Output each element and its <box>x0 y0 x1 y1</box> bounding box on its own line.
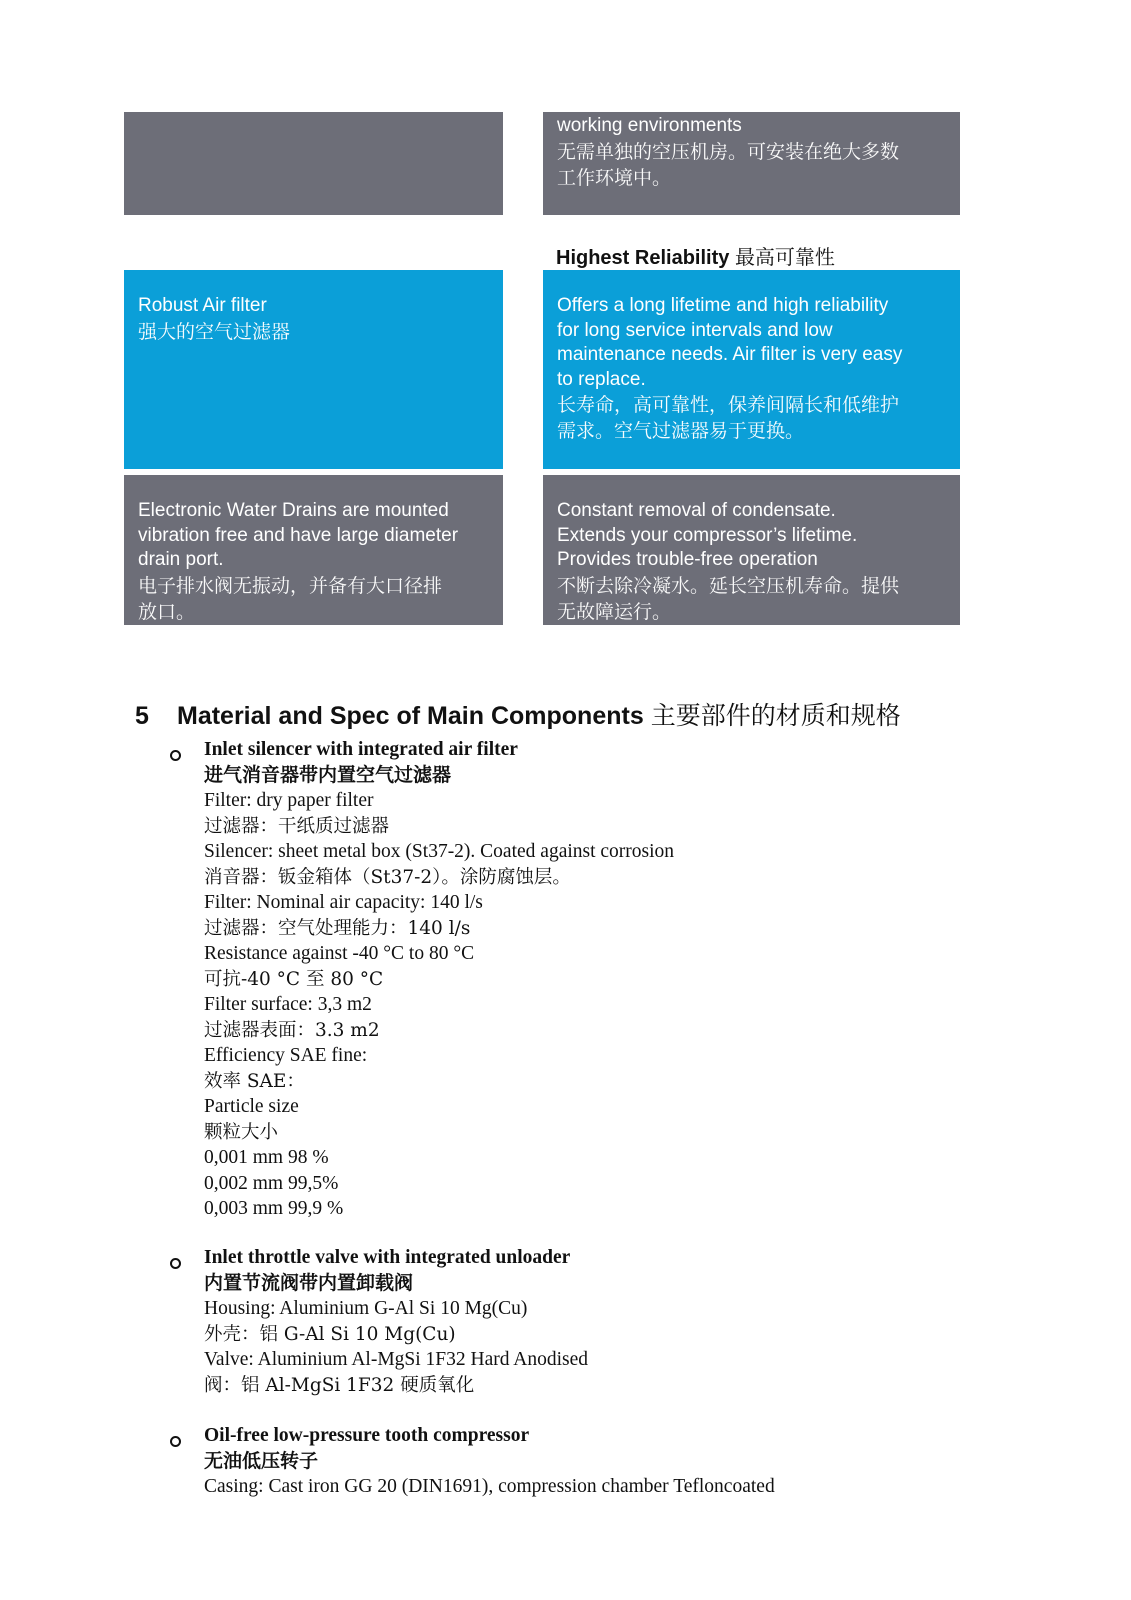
component-title-cn: 进气消音器带内置空气过滤器 <box>204 763 452 786</box>
spec-line: Filter surface: 3,3 m2 <box>204 994 372 1015</box>
spec-line: Housing: Aluminium G-Al Si 10 Mg(Cu) <box>204 1298 528 1319</box>
spec-line: 0,003 mm 99,9 % <box>204 1198 344 1219</box>
spec-line: 消音器：钣金箱体（St37-2）。涂防腐蚀层。 <box>204 866 571 888</box>
component-tooth-compressor <box>204 1423 775 1500</box>
component-inlet-throttle-valve <box>204 1245 588 1398</box>
spec-line: 0,002 mm 99,5% <box>204 1172 339 1194</box>
reliability-heading-en: Highest Reliability <box>556 247 730 269</box>
spec-line: Casing: Cast iron GG 20 (DIN1691), compression chamber Tefloncoated <box>204 1476 775 1497</box>
component-title-cn: 无油低压转子 <box>204 1449 319 1472</box>
feature-box-top-left <box>124 112 503 215</box>
feature-text-en: drain port. <box>138 549 224 570</box>
feature-text-en: Provides trouble-free operation <box>557 549 818 570</box>
bullet-icon <box>170 750 181 761</box>
component-title-cn: 内置节流阀带内置卸载阀 <box>204 1271 414 1294</box>
spec-line: Efficiency SAE fine: <box>204 1045 368 1066</box>
spec-line: 可抗-40 °C 至 80 °C <box>204 968 384 990</box>
feature-text-en: vibration free and have large diameter <box>138 524 459 546</box>
feature-text-cn: 工作环境中。 <box>557 166 672 189</box>
feature-text-cn: 无需单独的空压机房。可安装在绝大多数 <box>557 140 900 163</box>
bullet-icon <box>170 1258 181 1269</box>
feature-text-en: working environments <box>557 115 742 136</box>
spec-line: 0,001 mm 98 % <box>204 1147 329 1168</box>
section-title <box>135 696 901 732</box>
spec-line: 效率 SAE： <box>204 1070 305 1092</box>
section-title-cn: 主要部件的材质和规格 <box>650 701 901 730</box>
component-title: Inlet throttle valve with integrated unloader <box>204 1247 571 1268</box>
spec-line: 过滤器：空气处理能力：140 l/s <box>204 917 471 939</box>
feature-text-en: Constant removal of condensate. <box>557 500 836 521</box>
spec-line: Silencer: sheet metal box (St37-2). Coated against corrosion <box>204 841 675 862</box>
feature-text-cn: 需求。空气过滤器易于更换。 <box>557 420 805 442</box>
feature-box-drain-right <box>543 475 960 625</box>
bullet-icon <box>170 1436 181 1447</box>
feature-text-cn: 电子排水阀无振动，并备有大口径排 <box>138 574 443 597</box>
feature-text-en: maintenance needs. Air filter is very easy <box>557 344 903 365</box>
spec-line: 颗粒大小 <box>204 1121 279 1143</box>
component-inlet-silencer <box>204 737 674 1222</box>
reliability-heading-cn: 最高可靠性 <box>734 245 835 269</box>
section-number: 5 <box>135 702 149 730</box>
feature-text-cn: 不断去除冷凝水。延长空压机寿命。提供 <box>557 574 900 597</box>
feature-box-filter-right <box>543 270 960 469</box>
spec-line: Filter: Nominal air capacity: 140 l/s <box>204 892 483 913</box>
section-title-en: Material and Spec of Main Components <box>177 702 644 730</box>
feature-text-cn: 强大的空气过滤器 <box>138 320 291 343</box>
feature-box-drain-left <box>124 475 503 625</box>
feature-text-en: Extends your compressor’s lifetime. <box>557 524 858 546</box>
spec-line: Filter: dry paper filter <box>204 790 374 811</box>
spec-line: 过滤器：干纸质过滤器 <box>204 815 390 837</box>
feature-text-en: Offers a long lifetime and high reliability <box>557 295 889 316</box>
spec-line: 过滤器表面：3.3 m2 <box>204 1019 380 1041</box>
feature-text-en: Electronic Water Drains are mounted <box>138 500 449 521</box>
reliability-heading <box>556 241 835 270</box>
feature-text-cn: 放口。 <box>138 600 196 623</box>
spec-line: Valve: Aluminium Al-MgSi 1F32 Hard Anodised <box>204 1349 589 1370</box>
spec-line: Particle size <box>204 1096 299 1117</box>
spec-line: 外壳：铝 G-Al Si 10 Mg(Cu) <box>204 1323 456 1345</box>
feature-box-top-right <box>543 112 960 215</box>
feature-text-cn: 长寿命，高可靠性，保养间隔长和低维护 <box>557 394 900 416</box>
spec-line: 阀：铝 Al-MgSi 1F32 硬质氧化 <box>204 1374 475 1396</box>
feature-text-en: to replace. <box>557 368 646 390</box>
feature-text-en: Robust Air filter <box>138 295 267 316</box>
feature-box-filter-left <box>124 270 503 469</box>
feature-text-en: for long service intervals and low <box>557 319 833 341</box>
component-title: Inlet silencer with integrated air filter <box>204 739 518 760</box>
spec-line: Resistance against -40 °C to 80 °C <box>204 943 475 964</box>
feature-text-cn: 无故障运行。 <box>557 600 672 623</box>
component-title: Oil-free low-pressure tooth compressor <box>204 1425 530 1446</box>
